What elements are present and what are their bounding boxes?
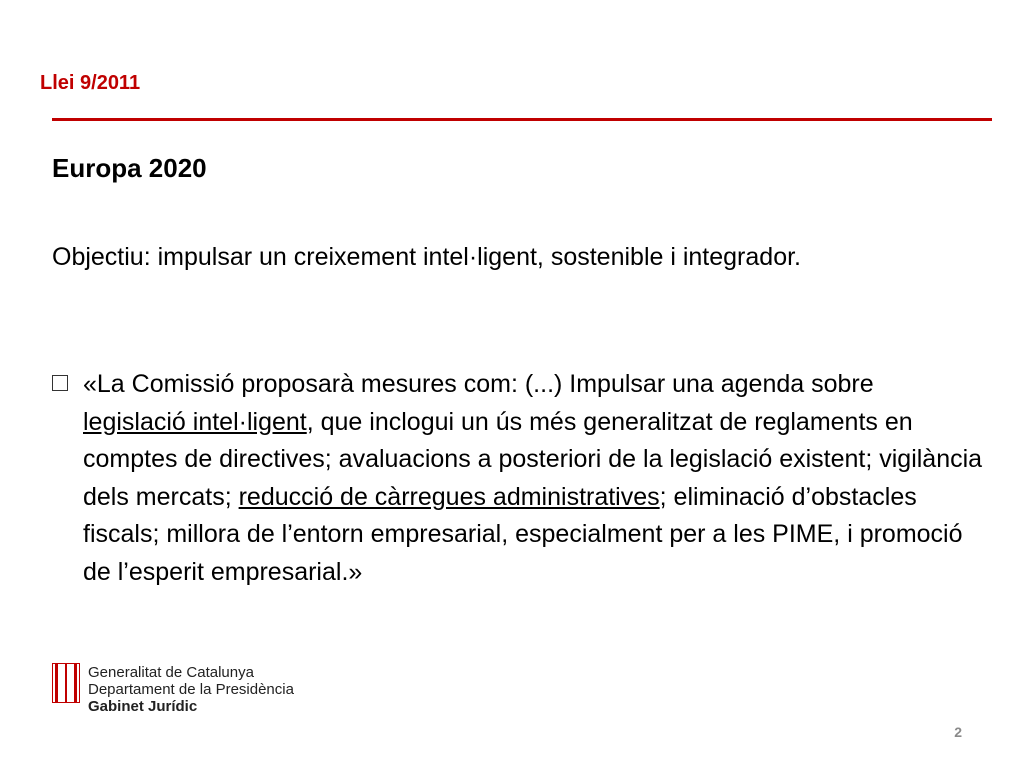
organization-block	[88, 664, 294, 715]
org-line-gabinet: Gabinet Jurídic	[88, 698, 198, 715]
quote-bullet	[52, 366, 1002, 591]
quote-underlined-legislation: legislació intel·ligent	[83, 407, 307, 436]
org-line-generalitat: Generalitat de Catalunya	[88, 664, 254, 681]
quote-text-part-3: ; eliminació d’obstacles fiscals; millora de l’entorn empresarial, especialment per a les PIME, i promoció de l’esperit empresarial.»	[83, 482, 963, 586]
square-bullet-icon	[52, 375, 68, 391]
quote-text-part-1: «La Comissió proposarà mesures com: (...) Impulsar una agenda sobre	[83, 370, 874, 398]
org-line-department: Departament de la Presidència	[88, 681, 294, 698]
page-number: 2	[954, 724, 962, 740]
header-divider	[52, 118, 992, 121]
slide-header-title: Llei 9/2011	[40, 72, 141, 94]
generalitat-logo-icon	[52, 663, 80, 703]
quote-text	[83, 366, 983, 591]
quote-underlined-reduction: reducció de càrregues administratives	[238, 482, 660, 511]
section-heading: Europa 2020	[52, 153, 207, 183]
objective-paragraph: Objectiu: impulsar un creixement intel·ligent, sostenible i integrador.	[52, 243, 801, 271]
quote-text-part-2: , que inclogui un ús més generalitzat de reglaments en comptes de directives; avaluacions a posteriori de la legislació existent; vigilància dels mercats;	[83, 407, 983, 511]
